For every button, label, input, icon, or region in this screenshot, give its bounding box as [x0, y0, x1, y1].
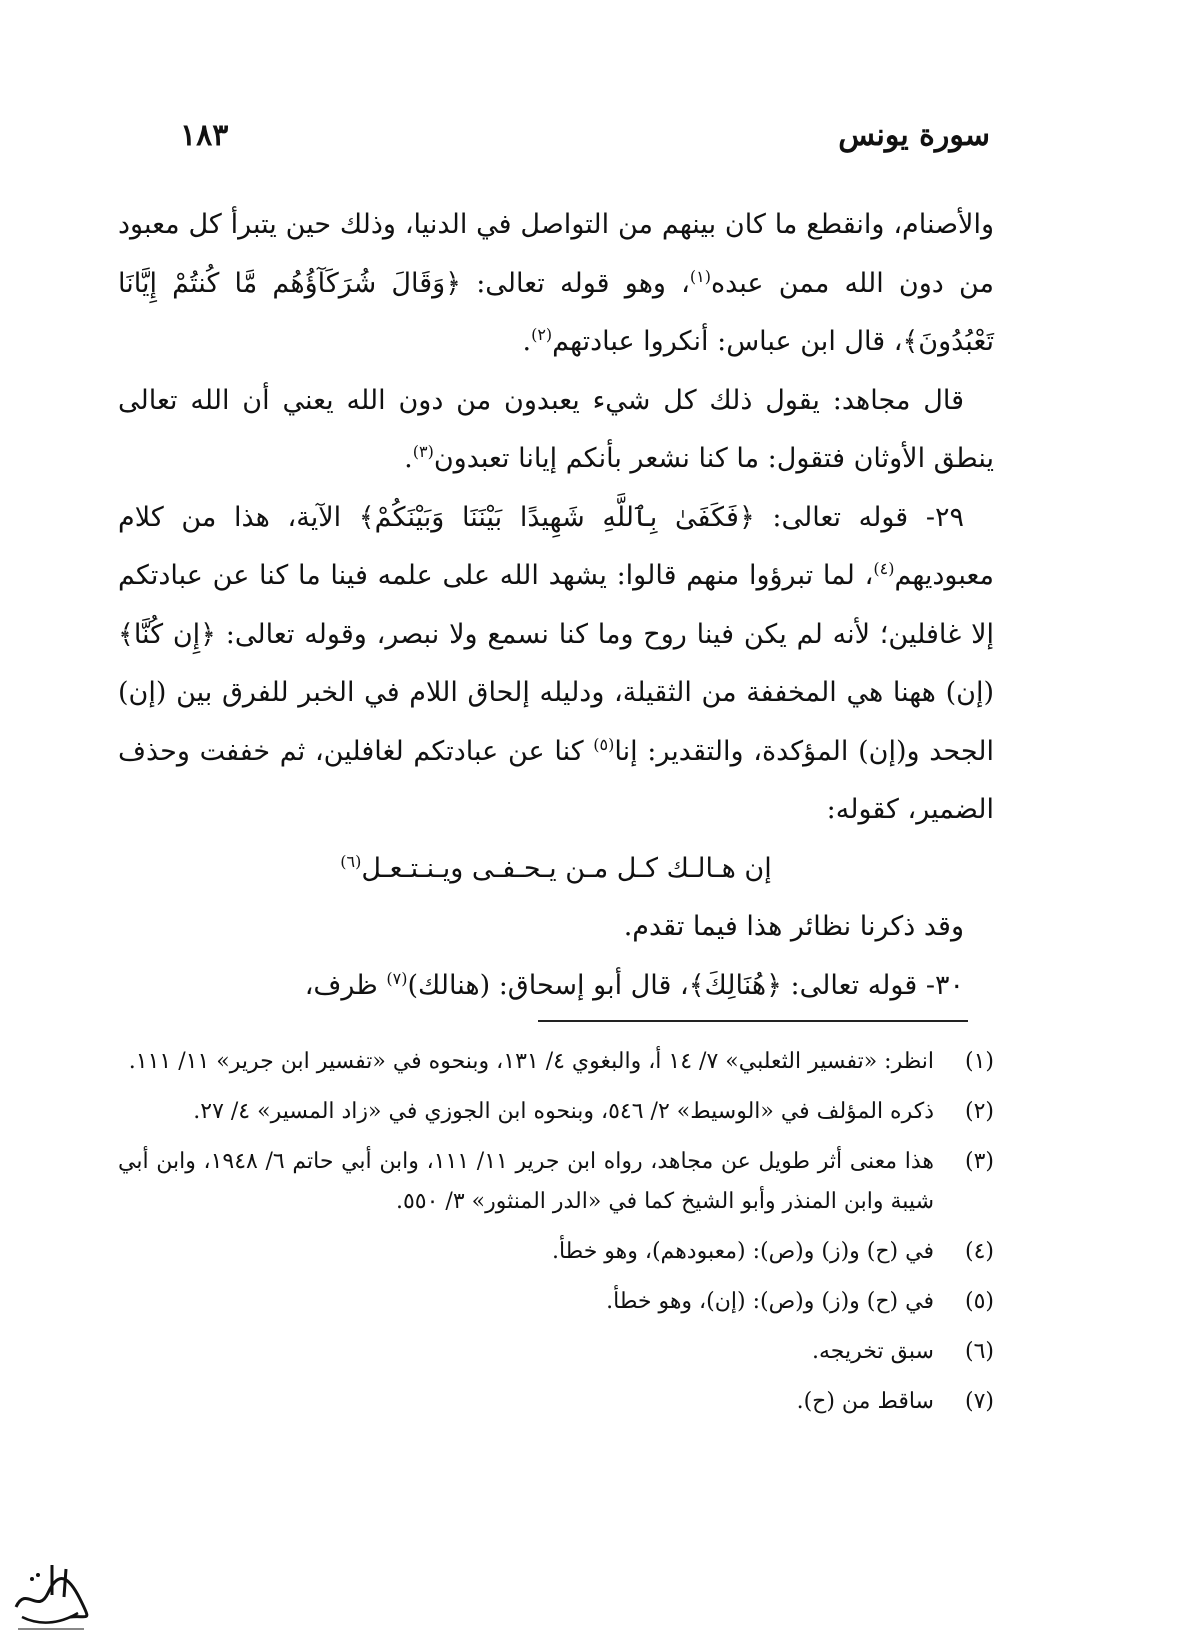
footnote-text: انظر: «تفسير الثعلبي» ٧/ ١٤ أ، والبغوي ٤/ ١٣١، وبنحوه في «تفسير ابن جرير» ١١/ ١١١.	[128, 1049, 934, 1074]
calligraphy-logo-icon	[8, 1555, 94, 1635]
footnote-number: (٦)	[964, 1339, 994, 1364]
footnote-text: ساقط من (ح).	[796, 1389, 934, 1414]
paragraph-4: وقد ذكرنا نظائر هذا فيما تقدم.	[623, 911, 964, 942]
footnote-ref-7[interactable]: (٧)	[386, 968, 408, 988]
paragraph-5: ٣٠- قوله تعالى: ﴿هُنَالِكَ﴾، قال أبو إسحاق: (هنالك)$^{(٧)}$ ظرف،	[304, 968, 964, 1001]
footnotes-section	[118, 1042, 994, 1432]
footnote-text: ذكره المؤلف في «الوسيط» ٢/ ٥٤٦، وبنحوه ابن الجوزي في «زاد المسير» ٤/ ٢٧.	[193, 1099, 934, 1124]
main-text	[118, 196, 994, 1015]
footnote-ref-4[interactable]: (٤)	[873, 559, 895, 578]
footnote-number: (٤)	[964, 1239, 994, 1264]
footnote-number: (٥)	[964, 1289, 994, 1314]
footnote-item	[118, 1142, 994, 1222]
page-number: ١٨٣	[180, 118, 229, 153]
surah-title: سورة يونس	[838, 118, 990, 153]
footnote-ref-1[interactable]: (١)	[689, 266, 711, 286]
footnote-ref-5[interactable]: (٥)	[593, 734, 615, 754]
footnote-number: (٣)	[964, 1149, 994, 1174]
footnote-ref-2[interactable]: (٢)	[531, 325, 553, 344]
paragraph-2: قال مجاهد: يقول ذلك كل شيء يعبدون من دون الله يعني أن الله تعالى ينطق الأوثان فتقول: ما كنا نشعر بأنكم إيانا تعبدون$^{(٣)}$.	[118, 384, 994, 474]
footnote-text: في (ح) و(ز) و(ص): (إن)، وهو خطأ.	[606, 1289, 934, 1314]
paragraph-1: والأصنام، وانقطع ما كان بينهم من التواصل في الدنيا، وذلك حين يتبرأ كل معبود من دون الله ممن عبده$^{(١)}$، وهو قوله تعالى: ﴿وَقَالَ شُرَكَآؤُهُم مَّا كُنتُمْ إِيَّانَا تَعْبُدُونَ﴾، قال ابن عباس: أنكروا عبادتهم$^{(٢)}$.	[118, 209, 994, 357]
footnote-number: (٧)	[964, 1389, 994, 1414]
footnote-number: (١)	[964, 1049, 994, 1074]
footnote-divider	[538, 1020, 968, 1022]
footnote-item	[118, 1332, 994, 1372]
footnote-text: هذا معنى أثر طويل عن مجاهد، رواه ابن جرير ١١/ ١١١، وابن أبي حاتم ٦/ ١٩٤٨، وابن أبي شيبة وابن المنذر وأبو الشيخ كما في «الدر المنثور» ٣/ ٥٥٠.	[118, 1149, 934, 1214]
poetry-verse: إن هـالـك كـل مـن يـحـفـى ويـنـتـعـل$^{(٦)}$	[340, 851, 772, 884]
footnote-ref-3[interactable]: (٣)	[412, 442, 434, 461]
footnote-text: سبق تخريجه.	[812, 1339, 934, 1364]
footnote-item	[118, 1382, 994, 1422]
footnote-item	[118, 1042, 994, 1082]
footnote-text: في (ح) و(ز) و(ص): (معبودهم)، وهو خطأ.	[551, 1239, 934, 1264]
paragraph-3: ٢٩- قوله تعالى: ﴿فَكَفَىٰ بِٱللَّهِ شَهِيدًا بَيْنَنَا وَبَيْنَكُمْ﴾ الآية، هذا من كلام معبوديهم$^{(٤)}$، لما تبرؤوا منهم قالوا: يشهد الله على علمه فينا ما كنا عن عبادتكم إلا غافلين؛ لأنه لم يكن فينا روح وما كنا نسمع ولا نبصر، وقوله تعالى: ﴿إِن كُنَّا﴾ (إن) ههنا هي المخففة من الثقيلة، ودليله إلحاق اللام في الخبر للفرق بين (إن) الجحد و(إن) المؤكدة، والتقدير: إنا$^{(٥)}$ كنا عن عبادتكم لغافلين، ثم خففت وحذف الضمير، كقوله:	[118, 501, 994, 825]
page-header	[180, 118, 990, 168]
footnote-item	[118, 1282, 994, 1322]
footnote-item	[118, 1092, 994, 1132]
footnote-item	[118, 1232, 994, 1272]
footnote-number: (٢)	[964, 1099, 994, 1124]
footnote-ref-6[interactable]: (٦)	[340, 851, 362, 871]
library-stamp-logo	[8, 1555, 94, 1635]
